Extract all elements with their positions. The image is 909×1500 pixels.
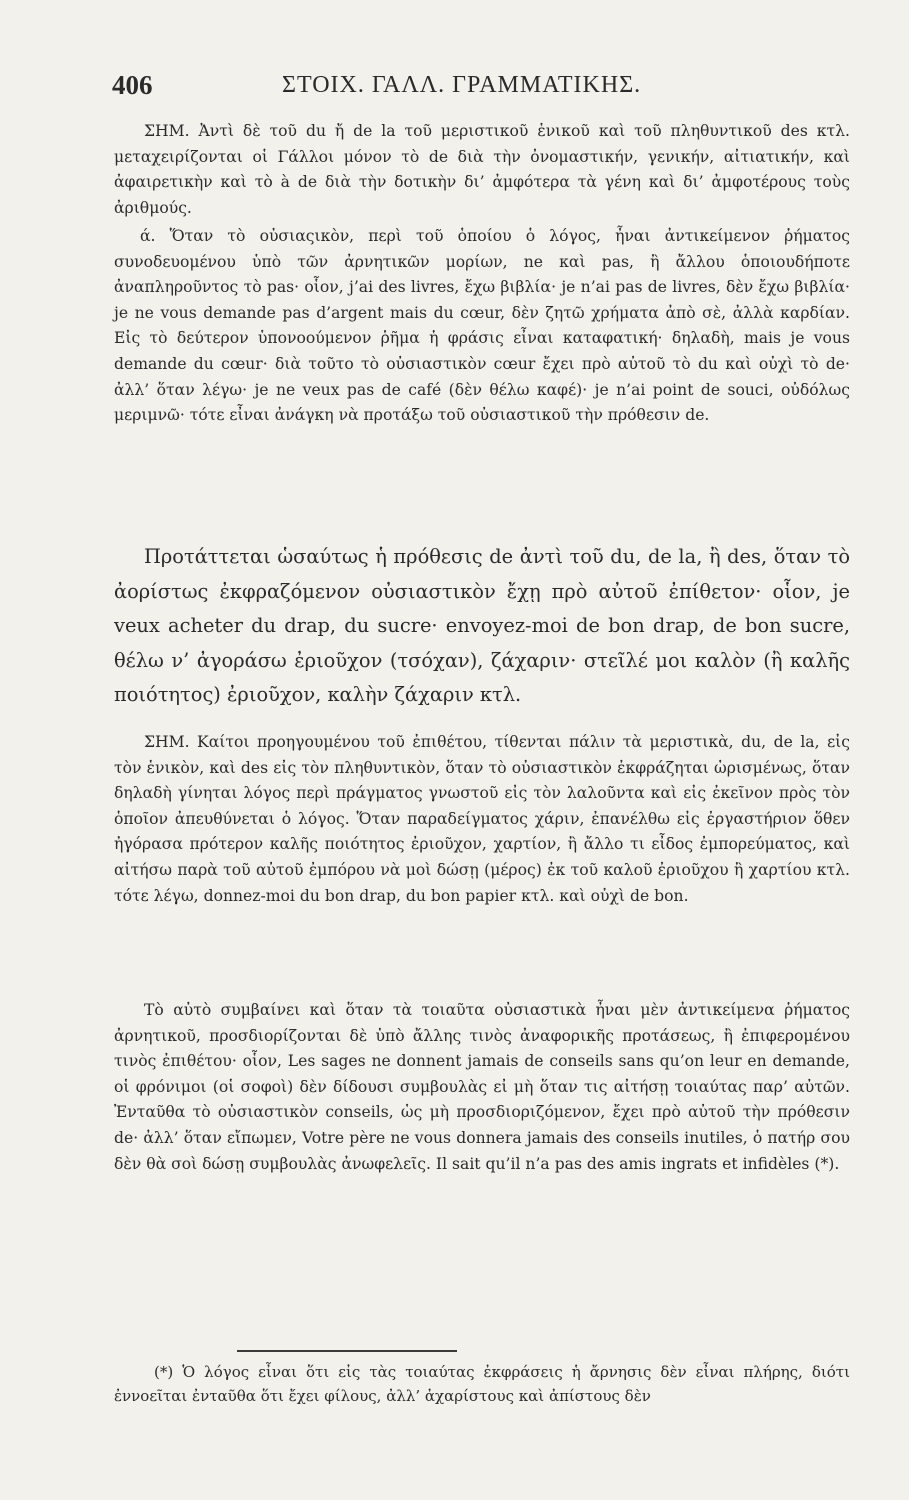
footnote-divider [237, 1350, 457, 1352]
subnote-a-paragraph: ά. Ὅταν τὸ οὐσιαςικὸν, περὶ τοῦ ὁποίου ὁ λόγος, ἦναι ἀντικείμενον ῥήματος συνοδευομένου ὑπὸ τῶν ἀρνητικῶν μορίων, ne καὶ pas, ἢ ἄλλου ὁποιουδήποτε ἀναπληροῦντος τὸ pas· οἷον, j’ai des livres, ἔχω βιβλία· je n’ai pas de livres, δὲν ἔχω βιβλία· je ne vous demande pas d’argent mais du cœur, δὲν ζητῶ χρήματα ἀπὸ σὲ, ἀλλὰ καρδίαν. Εἰς τὸ δεύτερον ὑπονοούμενον ῥῆμα ἡ φράσις εἶναι καταφατική· δηλαδὴ, mais je vous demande du cœur· διὰ τοῦτο τὸ οὐσιαστικὸν cœur ἔχει πρὸ αὐτοῦ τὸ du καὶ οὐχὶ τὸ de· ἀλλ’ ὅταν λέγω· je ne veux pas de café (δὲν θέλω καφέ)· je n’ai point de souci, οὐδόλως μεριμνῶ· τότε εἶναι ἀνάγκη νὰ προτάξω τοῦ οὐσιαστικοῦ τὴν πρόθεσιν de. [114, 227, 850, 425]
main-rule-paragraph: Προτάττεται ὡσαύτως ἡ πρόθεσις de ἀντὶ τοῦ du, de la, ἢ des, ὅταν τὸ ἀορίστως ἐκφραζόμενον οὐσιαστικὸν ἔχῃ πρὸ αὐτοῦ ἐπίθετον· οἷον, je veux acheter du drap, du sucre· envoyez-moi de bon drap, de bon sucre, θέλω ν’ ἀγοράσω ἐριοῦχον (τσόχαν), ζάχαριν· στεῖλέ μοι καλὸν (ἢ καλῆς ποιότητος) ἐριοῦχον, καλὴν ζάχαριν κτλ. [114, 545, 850, 707]
page-header [112, 70, 852, 110]
note-paragraph-2: ΣΗΜ. Καίτοι προηγουμένου τοῦ ἐπιθέτου, τίθενται πάλιν τὰ μεριστικὰ, du, de la, εἰς τὸν ἑνικὸν, καὶ des εἰς τὸν πληθυντικὸν, ὅταν τὸ οὐσιαστικὸν ἐκφράζηται ὡρισμένως, ὅταν δηλαδὴ γίνηται λόγος περὶ πράγματος γνωστοῦ εἰς τὸν λαλοῦντα καὶ εἰς ἐκεῖνον πρὸς τὸν ὁποῖον ἀπευθύνεται ὁ λόγος. Ὅταν παραδείγματος χάριν, ἐπανέλθω εἰς ἐργαστήριον ὅθεν ἠγόρασα πρότερον καλῆς ποιότητος ἐριοῦχον, χαρτίον, ἢ ἄλλο τι εἶδος ἐμπορεύματος, καὶ αἰτήσω παρὰ τοῦ αὐτοῦ ἐμπόρου νὰ μοὶ δώσῃ (μέρος) ἐκ τοῦ καλοῦ ἐριοῦχου ἢ χαρτίου κτλ. τότε λέγω, donnez-moi du bon drap, du bon papier κτλ. καὶ οὐχὶ de bon. [114, 733, 850, 905]
note-paragraph-1: ΣΗΜ. Ἀντὶ δὲ τοῦ du ἤ de la τοῦ μεριστικοῦ ἑνικοῦ καὶ τοῦ πληθυντικοῦ des κτλ. μεταχειρίζονται οἱ Γάλλοι μόνον τὸ de διὰ τὴν ὀνομαστικήν, γενικήν, αἰτιατικήν, καὶ ἀφαιρετικὴν καὶ τὸ à de διὰ τὴν δοτικὴν δι’ ἀμφότερα τὰ γένη καὶ δι’ ἀμφοτέρους τοὺς ἀριθμούς. [114, 122, 850, 217]
running-head: ΣΤΟΙΧ. ΓΑΛΛ. ΓΡΑΜΜΑΤΙΚΗΣ. [282, 72, 642, 98]
footnote: (*) Ὁ λόγος εἶναι ὅτι εἰς τὰς τοιαύτας ἐκφράσεις ἡ ἄρνησις δὲν εἶναι πλήρης, διότι ἐννοεῖται ἐνταῦθα ὅτι ἔχει φίλους, ἀλλ’ ἀχαρίστους καὶ ἀπίστους δὲν [114, 1363, 850, 1405]
paragraph-3: Τὸ αὐτὸ συμβαίνει καὶ ὅταν τὰ τοιαῦτα οὐσιαστικὰ ἦναι μὲν ἀντικείμενα ῥήματος ἀρνητικοῦ, προσδιορίζονται δὲ ὑπὸ ἄλλης τινὸς ἀναφορικῆς προτάσεως, ἢ ἐπιφερομένου τινὸς ἐπιθέτου· οἷον, Les sages ne donnent jamais de conseils sans qu’on leur en demande, οἱ φρόνιμοι (οἱ σοφοὶ) δὲν δίδουσι συμβουλὰς εἰ μὴ ὅταν τις αἰτήσῃ τοιαύτας παρ’ αὐτῶν. Ἐνταῦθα τὸ οὐσιαστικὸν conseils, ὡς μὴ προσδιοριζόμενον, ἔχει πρὸ αὐτοῦ τὴν πρόθεσιν de· ἀλλ’ ὅταν εἴπωμεν, Votre père ne vous donnera jamais des conseils inutiles, ὁ πατήρ σου δὲν θὰ σοὶ δώσῃ συμβουλὰς ἀνωφελεῖς. Il sait qu’il n’a pas des amis ingrats et infidèles (*). [114, 1001, 850, 1173]
page-number: 406 [112, 70, 153, 100]
